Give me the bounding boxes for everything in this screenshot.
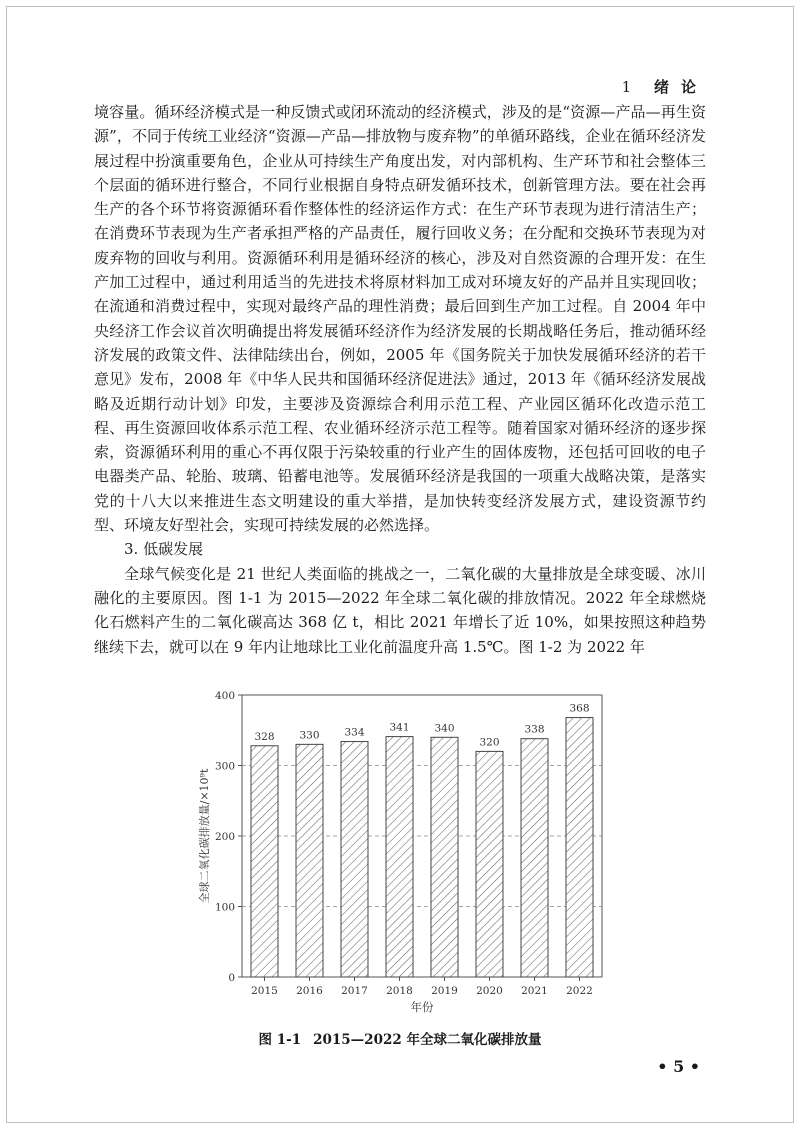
figure-1-1-chart: [190, 685, 610, 1015]
data-label-2018: 341: [389, 721, 410, 734]
caption-number: 图 1-1: [258, 1032, 302, 1048]
page-number: • 5 •: [657, 1057, 700, 1076]
chapter-title: 绪论: [653, 78, 708, 96]
x-tick-label-2016: 2016: [296, 985, 323, 997]
figure-caption: [0, 1028, 800, 1048]
y-tick-label-400: 400: [214, 690, 235, 702]
x-axis-title: 年份: [410, 1000, 434, 1014]
data-label-2022: 368: [569, 702, 590, 715]
data-label-2019: 340: [434, 722, 455, 735]
x-tick-label-2022: 2022: [566, 985, 593, 997]
data-label-2015: 328: [254, 730, 275, 743]
bar-2022: [566, 718, 593, 977]
bar-2020: [476, 751, 503, 977]
bar-2015: [251, 746, 278, 977]
section-subheading: 3. 低碳发展: [124, 540, 204, 559]
y-tick-label-200: 200: [214, 831, 235, 843]
y-tick-label-300: 300: [214, 760, 235, 773]
data-label-2021: 338: [524, 723, 545, 736]
x-tick-label-2019: 2019: [431, 985, 458, 997]
x-tick-label-2021: 2021: [521, 985, 548, 997]
paragraph-circular-economy: 境容量。循环经济模式是一种反馈式或闭环流动的经济模式，涉及的是“资源—产品—再生资源”，不同于传统工业经济“资源—产品—排放物与废弃物”的单循环路线，企业在循环经济发展过程中扮演重要角色，企业从可持续生产角度出发，对内部机构、生产环节和社会整体三个层面的循环进行整合，不同行业根据自身特点研发循环技术，创新管理方法。要在社会再生产的各个环节将资源循环看作整体性的经济运作方式：在生产环节表现为进行清洁生产；在消费环节表现为生产者承担严格的产品责任，履行回收义务；在分配和交换环节表现为对废弃物的回收与利用。资源循环利用是循环经济的核心，涉及对自然资源的合理开发：在生产加工过程中，通过利用适当的先进技术将原材料加工成对环境友好的产品并且实现回收；在流通和消费过程中，实现对最终产品的理性消费；最后回到生产加工过程。自 2004 年中央经济工作会议首次明确提出将发展循环经济作为经济发展的长期战略任务后，推动循环经济发展的政策文件、法律陆续出台，例如，2005 年《国务院关于加快发展循环经济的若干意见》发布，2008 年《中华人民共和国循环经济促进法》通过，2013 年《循环经济发展战略及近期行动计划》印发，主要涉及资源综合利用示范工程、产业园区循环化改造示范工程、再生资源回收体系示范工程、农业循环经济示范工程等。随着国家对循环经济的逐步探索，资源循环利用的重心不再仅限于污染较重的行业产生的固体废物，还包括可回收的电子电器类产品、轮胎、玻璃、铅蓄电池等。发展循环经济是我国的一项重大战略决策，是落实党的十八大以来推进生态文明建设的重大举措，是加快转变经济发展方式，建设资源节约型、环境友好型社会，实现可持续发展的必然选择。: [94, 103, 706, 535]
bar-2019: [431, 737, 458, 977]
y-axis-title: 全球二氧化碳排放量/×10⁹t: [198, 768, 211, 904]
data-label-2020: 320: [479, 736, 500, 749]
y-tick-label-100: 100: [214, 901, 235, 914]
x-tick-label-2018: 2018: [386, 985, 413, 997]
paragraph-low-carbon: 全球气候变化是 21 世纪人类面临的挑战之一，二氧化碳的大量排放是全球变暖、冰川融化的主要原因。图 1-1 为 2015—2022 年全球二氧化碳的排放情况。2022 年全球燃烧化石燃料产生的二氧化碳高达 368 亿 t，相比 2021 年增长了近 10%，如果按照这种趋势继续下去，就可以在 9 年内让地球比工业化前温度升高 1.5℃。图 1-2 为 2022 年: [94, 564, 706, 656]
x-tick-label-2015: 2015: [251, 985, 278, 997]
x-tick-label-2017: 2017: [341, 985, 368, 997]
bar-2018: [386, 737, 413, 977]
bar-2021: [521, 739, 548, 977]
running-head: [622, 76, 708, 97]
bar-2016: [296, 744, 323, 977]
body-text: [94, 100, 706, 659]
co2-bar-chart: [190, 685, 610, 1015]
data-label-2017: 334: [344, 726, 365, 739]
x-tick-label-2020: 2020: [476, 985, 503, 997]
chapter-number: 1: [621, 78, 634, 96]
bar-2017: [341, 742, 368, 977]
y-tick-label-0: 0: [228, 972, 235, 984]
data-label-2016: 330: [299, 729, 320, 742]
caption-text: 2015—2022 年全球二氧化碳排放量: [313, 1032, 542, 1048]
